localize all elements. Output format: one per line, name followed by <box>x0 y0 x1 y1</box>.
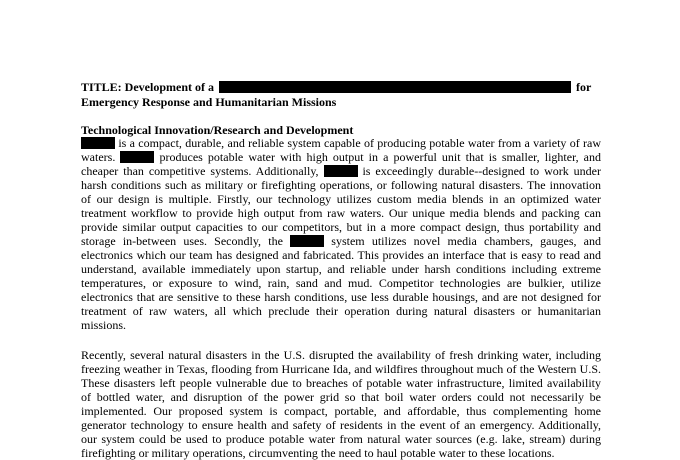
p1-line-6: treatment workflow to provide high output from raw waters. Our unique media blends and packing can <box>81 206 601 220</box>
title-prefix: TITLE: Development of a <box>81 80 214 94</box>
title-line-1 <box>81 80 601 94</box>
p1-line-3 <box>81 164 601 178</box>
p1-text: is exceedingly durable--designed to work under <box>362 164 602 178</box>
p1-line-4: harsh conditions such as military or firefighting operations, or following natural disasters. The innovation <box>81 178 601 192</box>
redaction-bar <box>219 81 571 93</box>
redaction-bar <box>324 165 358 177</box>
p1-text: produces potable water with high output in a powerful unit that is smaller, lighter, and <box>159 150 602 164</box>
p1-line-12: electronics that are sensitive to these harsh conditions, use less durable housings, and are not designed for <box>81 290 601 304</box>
section-heading: Technological Innovation/Research and Development <box>81 123 354 137</box>
p1-line-2 <box>81 150 601 164</box>
p1-text: storage in-between uses. Secondly, the <box>81 234 283 248</box>
p1-line-8 <box>81 234 601 248</box>
redaction-bar <box>290 235 324 247</box>
p1-line-7: provide similar output capacities to our competitors, but in a more compact design, thus portability and <box>81 220 601 234</box>
p1-text: system utilizes novel media chambers, gauges, and <box>331 234 602 248</box>
p1-line-13: treatment of raw waters, all which preclude their operation during natural disasters or humanitarian <box>81 304 601 318</box>
p1-line-5: of our design is multiple. Firstly, our technology utilizes custom media blends in an optimized water <box>81 192 601 206</box>
p2-line-2: freezing weather in Texas, flooding from Hurricane Ida, and wildfires throughout much of the Western U.S. <box>81 362 601 376</box>
p1-line-11: temperatures, or exposure to wind, rain, sand and mud. Competitor technologies are bulkier, utilize <box>81 276 601 290</box>
redaction-bar <box>81 137 115 149</box>
p1-line-14: missions. <box>81 318 127 332</box>
p2-line-3: These disasters left people vulnerable due to breaches of potable water infrastructure, limited availability <box>81 376 601 390</box>
title-suffix: for <box>576 80 592 94</box>
redaction-bar <box>120 151 154 163</box>
p2-line-1: Recently, several natural disasters in the U.S. disrupted the availability of fresh drinking water, including <box>81 348 601 362</box>
p1-line-9: electronics which our team has designed and fabricated. This provides an interface that is easy to read and <box>81 248 601 262</box>
p2-line-4: of bottled water, and disruption of the power grid so that boil water orders could not necessarily be <box>81 390 601 404</box>
p1-text: waters. <box>81 150 116 164</box>
p2-line-7: our system could be used to produce potable water from natural water sources (e.g. lake, stream) during <box>81 432 601 446</box>
p1-line-1 <box>81 136 601 150</box>
p2-line-5: implemented. Our proposed system is compact, portable, and affordable, thus complementing home <box>81 404 601 418</box>
p1-line-10: understand, available immediately upon startup, and reliable under harsh conditions including extreme <box>81 262 601 276</box>
p1-text: is a compact, durable, and reliable system capable of producing potable water from a variety of raw <box>118 136 602 150</box>
p2-line-6: generator technology to ensure health and safety of residents in the event of an emergency. Additionally, <box>81 418 601 432</box>
p2-line-8: firefighting or military operations, circumventing the need to haul potable water to these locations. <box>81 446 555 460</box>
title-line-2: Emergency Response and Humanitarian Missions <box>81 95 337 109</box>
p1-text: cheaper than competitive systems. Additionally, <box>81 164 319 178</box>
